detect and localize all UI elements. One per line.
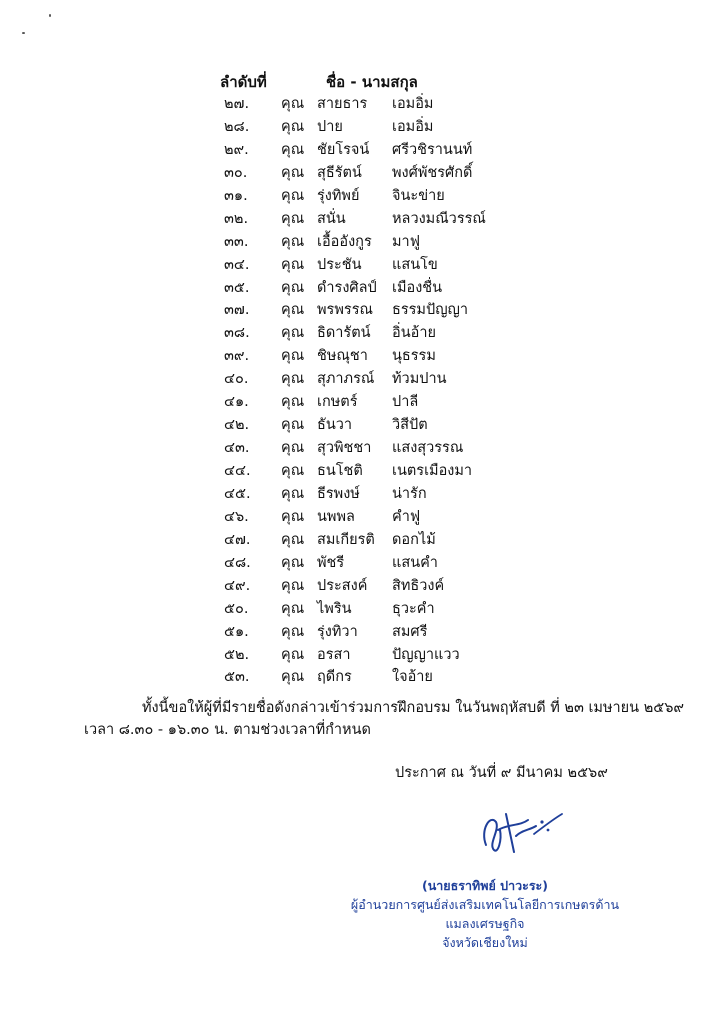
entry-number: ๔๙.	[224, 577, 251, 594]
entry-first-name: อรสา	[317, 646, 351, 663]
entry-last-name: เอมอิ่ม	[392, 96, 434, 112]
entry-title: คุณ	[281, 325, 305, 342]
entry-first-name: ธิดารัตน์	[317, 325, 371, 342]
announcement-date: ประกาศ ณ วันที่ ๙ มีนาคม ๒๕๖๙	[395, 765, 608, 781]
entry-number: ๓๒.	[224, 210, 249, 227]
entry-title: คุณ	[281, 96, 305, 112]
list-item	[0, 185, 721, 208]
entry-last-name: พงศ์พัชรศักดิ์	[392, 164, 473, 181]
entry-first-name: สุภาภรณ์	[317, 371, 375, 388]
entry-title: คุณ	[281, 646, 305, 663]
entry-first-name: ปาย	[317, 118, 343, 135]
list-item	[0, 437, 721, 460]
instruction-line-1: ทั้งนี้ขอให้ผู้ที่มีรายชื่อดังกล่าวเข้าร่วมการฝึกอบรม ในวันพฤหัสบดี ที่ ๒๓ เมษายน ๒๕๖๙	[142, 700, 685, 716]
entry-title: คุณ	[281, 463, 305, 479]
entry-title: คุณ	[281, 256, 305, 273]
entry-title: คุณ	[281, 187, 305, 204]
entry-number: ๔๔.	[224, 463, 251, 479]
entry-title: คุณ	[281, 394, 305, 411]
entry-number: ๕๐.	[224, 600, 249, 617]
entry-first-name: สมเกียรติ	[317, 531, 375, 548]
name-column-header: ชื่อ - นามสกุล	[326, 73, 418, 91]
list-item	[0, 666, 721, 689]
participant-list	[0, 93, 721, 689]
entry-last-name: ปาลี	[392, 394, 419, 411]
entry-number: ๔๘.	[224, 554, 251, 571]
signer-position: ผู้อำนวยการศูนย์ส่งเสริมเทคโนโลยีการเกษตรด้านแมลงเศรษฐกิจ	[350, 897, 620, 931]
entry-title: คุณ	[281, 669, 305, 686]
entry-first-name: รุ่งทิวา	[317, 623, 358, 640]
entry-first-name: เอื้ออังกูร	[317, 233, 372, 250]
entry-last-name: เนตรเมืองมา	[392, 463, 473, 479]
entry-number: ๕๒.	[224, 646, 250, 663]
entry-last-name: ท้วมปาน	[392, 371, 447, 388]
entry-last-name: มาฟู	[392, 233, 420, 250]
list-item	[0, 299, 721, 322]
entry-number: ๔๖.	[224, 508, 249, 525]
entry-number: ๔๕.	[224, 485, 251, 502]
entry-first-name: ชิษณุชา	[317, 348, 368, 365]
list-item	[0, 621, 721, 644]
list-item	[0, 414, 721, 437]
entry-first-name: ฤดีกร	[317, 669, 352, 686]
entry-number: ๔๑.	[224, 394, 249, 411]
entry-first-name: พัชรี	[317, 554, 345, 571]
entry-number: ๓๓.	[224, 233, 249, 250]
list-item	[0, 368, 721, 391]
list-item	[0, 254, 721, 277]
entry-title: คุณ	[281, 417, 305, 434]
list-item	[0, 506, 721, 529]
entry-first-name: เกษตร์	[317, 394, 358, 411]
entry-title: คุณ	[281, 600, 305, 617]
entry-number: ๓๘.	[224, 325, 250, 342]
entry-number: ๔๓.	[224, 440, 250, 457]
signer-province: จังหวัดเชียงใหม่	[442, 935, 528, 950]
entry-number: ๒๗.	[224, 96, 250, 112]
entry-last-name: วิสีปัต	[392, 417, 428, 434]
entry-title: คุณ	[281, 210, 305, 227]
list-item	[0, 460, 721, 483]
list-item	[0, 575, 721, 598]
entry-last-name: อิ่นอ้าย	[392, 325, 436, 342]
entry-number: ๔๗.	[224, 531, 251, 548]
entry-first-name: พรพรรณ	[317, 302, 373, 319]
list-item	[0, 139, 721, 162]
entry-number: ๓๕.	[224, 279, 250, 296]
entry-title: คุณ	[281, 531, 305, 548]
list-item	[0, 529, 721, 552]
order-column-header: ลำดับที่	[220, 73, 267, 91]
list-item	[0, 116, 721, 139]
entry-first-name: ธันวา	[317, 417, 353, 434]
entry-last-name: ปัญญาแวว	[392, 646, 460, 663]
entry-number: ๓๐.	[224, 164, 248, 181]
entry-first-name: ธีรพงษ์	[317, 485, 360, 502]
list-item	[0, 322, 721, 345]
entry-first-name: ไพริน	[317, 600, 352, 617]
entry-last-name: แสนโข	[392, 256, 438, 273]
list-item	[0, 93, 721, 116]
entry-title: คุณ	[281, 233, 305, 250]
entry-number: ๓๔.	[224, 256, 250, 273]
entry-first-name: ชัยโรจน์	[317, 141, 370, 158]
entry-first-name: ธนโชติ	[317, 463, 363, 479]
entry-last-name: หลวงมณีวรรณ์	[392, 210, 486, 227]
entry-last-name: เมืองชื่น	[392, 279, 443, 296]
list-item	[0, 208, 721, 231]
signer-name: (นายธราทิพย์ ปาวะระ)	[422, 878, 548, 893]
list-item	[0, 345, 721, 368]
entry-first-name: ประสงค์	[317, 577, 368, 594]
entry-last-name: แสนคำ	[392, 554, 438, 571]
entry-first-name: ดำรงศิลป์	[317, 279, 377, 296]
scan-speck	[22, 32, 25, 34]
entry-title: คุณ	[281, 141, 305, 158]
entry-title: คุณ	[281, 348, 305, 365]
entry-first-name: ประชัน	[317, 256, 362, 273]
entry-first-name: สุวพิชชา	[317, 440, 372, 457]
entry-first-name: รุ่งทิพย์	[317, 187, 360, 204]
entry-last-name: คำฟู	[392, 508, 421, 525]
list-item	[0, 483, 721, 506]
entry-number: ๓๑.	[224, 187, 248, 204]
entry-number: ๕๑.	[224, 623, 249, 640]
entry-number: ๕๓.	[224, 669, 250, 686]
entry-number: ๒๙.	[224, 141, 249, 158]
entry-last-name: ใจอ้าย	[392, 669, 433, 686]
list-item	[0, 277, 721, 300]
scan-speck	[49, 14, 51, 17]
entry-number: ๒๘.	[224, 118, 250, 135]
entry-last-name: สมศรี	[392, 623, 428, 640]
entry-number: ๔๐.	[224, 371, 249, 388]
entry-title: คุณ	[281, 302, 305, 319]
entry-first-name: สุธีรัตน์	[317, 164, 362, 181]
entry-last-name: จินะข่าย	[392, 187, 445, 204]
entry-last-name: ธุวะคำ	[392, 600, 435, 617]
entry-title: คุณ	[281, 371, 305, 388]
entry-first-name: สายธาร	[317, 96, 368, 112]
entry-last-name: สิทธิวงค์	[392, 577, 445, 594]
list-item	[0, 391, 721, 414]
entry-number: ๔๒.	[224, 417, 250, 434]
handwritten-signature	[476, 800, 566, 860]
entry-title: คุณ	[281, 554, 305, 571]
entry-title: คุณ	[281, 508, 305, 525]
entry-last-name: ธรรมปัญญา	[392, 302, 469, 319]
entry-last-name: แสงสุวรรณ	[392, 440, 464, 457]
entry-title: คุณ	[281, 577, 305, 594]
signature-block	[340, 876, 630, 952]
entry-title: คุณ	[281, 279, 305, 296]
entry-last-name: น่ารัก	[392, 485, 427, 502]
list-item	[0, 162, 721, 185]
entry-title: คุณ	[281, 623, 305, 640]
entry-number: ๓๙.	[224, 348, 250, 365]
entry-last-name: นุธรรม	[392, 348, 436, 365]
entry-title: คุณ	[281, 485, 305, 502]
list-item	[0, 231, 721, 254]
entry-number: ๓๗.	[224, 302, 250, 319]
entry-first-name: นพพล	[317, 508, 355, 525]
entry-last-name: เอมอิ่ม	[392, 118, 434, 135]
entry-last-name: ดอกไม้	[392, 531, 436, 548]
list-item	[0, 644, 721, 667]
list-item	[0, 552, 721, 575]
list-header	[0, 70, 721, 94]
entry-title: คุณ	[281, 118, 305, 135]
instruction-line-2: เวลา ๘.๓๐ - ๑๖.๓๐ น. ตามช่วงเวลาที่กำหนด	[84, 722, 371, 738]
entry-title: คุณ	[281, 164, 305, 181]
entry-title: คุณ	[281, 440, 305, 457]
entry-first-name: สนั่น	[317, 210, 346, 227]
list-item	[0, 598, 721, 621]
entry-last-name: ศรีวชิรานนท์	[392, 141, 473, 158]
